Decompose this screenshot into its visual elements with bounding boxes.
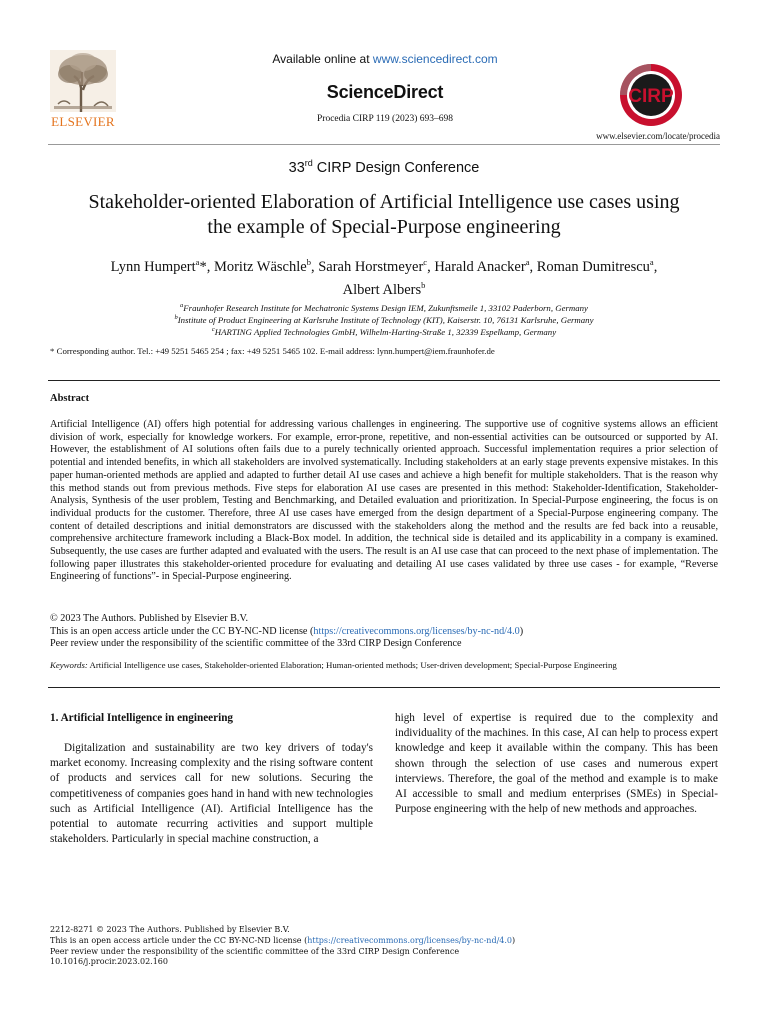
cirp-logo-icon: [609, 62, 693, 128]
corresponding-mark: *: [199, 258, 207, 275]
author-list: [48, 253, 720, 299]
affiliation-key: c: [211, 326, 215, 333]
affiliation-c: [48, 324, 720, 338]
elsevier-logo: [44, 50, 122, 130]
footer-license-link[interactable]: https://creativecommons.org/licenses/by-nc-nd/4.0: [307, 935, 512, 945]
elsevier-tree-icon: [50, 50, 116, 112]
paper-title-line-1: Stakeholder-oriented Elaboration of Artificial Intelligence use cases using: [88, 191, 680, 213]
license-block: [50, 613, 718, 651]
copyright-line: © 2023 The Authors. Published by Elsevier B.V.: [50, 613, 249, 624]
footer-peer-review-line: Peer review under the responsibility of the scientific committee of the 33rd CIRP Design Conference: [50, 946, 460, 956]
abstract-body: Artificial Intelligence (AI) offers high potential for addressing various challenges in engineering. The supportive use of cognitive systems allows an efficient division of work, especially for knowledge workers. For example, error-prone, repetitive, and non-essential activities can be outsourced or supported by AI. However, the establishment of AI solutions often fails due to a purely technically oriented approach. Successful implementation requires a prior selection of potential and intended benefits, in which all stakeholders are involved systematically. Including stakeholders at an early stage prevents expensive mistakes. In this paper human-oriented methods are applied and adapted to further detail AI use cases and achieve a high benefit for multiple stakeholders. That is the reason why this method stands out from previous methods. Five steps for elaboration AI use cases are presented in this method: Stakeholder-Identification, Stakeholder-Analysis, Synthesis of the user problem, Testing and Benchmarking, and Detailed evaluation and prioritization. In Special-Purpose engineering, the focus is on individual products for the customer. Therefore, three AI use cases have emerged from the design department of a Special-Purpose engineering company. The content of detailed descriptions and initial demonstrators are discussed with the stakeholders along the method and the results are fed back into a reusable, comprehensive architecture framework including a Black-Box model. In addition, the technical side is detailed and its applicability in a company is examined. Subsequently, the use cases are further adapted and evaluated with the users. The result is an AI use case that can proceed to the next phase of implementation. The following paper illustrates this stakeholder-oriented procedure for evaluating and detailing AI use cases validated by three use cases - for example, “Reverse Engineering of functions”- in Special-Purpose engineering.: [50, 419, 718, 583]
author-separator: ,: [206, 258, 214, 275]
author-line-1: [48, 253, 720, 276]
sciencedirect-title: ScienceDirect: [326, 82, 444, 102]
footer-issn-line: 2212-8271 © 2023 The Authors. Published by Elsevier B.V.: [50, 925, 290, 934]
body-column-right: high level of expertise is required due to the complexity and individuality of the machines. In this case, AI can help to process expert knowledge and keep it available within the company. This has been shown through the selection of use cases and numerous expert interviews. Therefore, the goal of the method and example is to make AI accessible to small and medium enterprises (SMEs) in Special-Purpose engineering with the help of new methods and approaches.: [395, 712, 718, 816]
author-name: Roman Dumitrescu: [536, 258, 650, 275]
license-suffix: ): [519, 625, 524, 637]
conference-title: CIRP Design Conference: [312, 159, 480, 176]
abstract-top-divider: [48, 380, 720, 381]
available-online-label: Available online at: [272, 52, 373, 66]
page-footer: [50, 925, 720, 968]
corresponding-author-note: * Corresponding author. Tel.: +49 5251 5465 254 ; fax: +49 5251 5465 102. E-mail address: lynn.humpert@iem.fraunhofer.de: [50, 346, 495, 356]
paper-title-line-2: the example of Special-Purpose engineering: [207, 216, 561, 238]
author-affiliation-mark: a: [195, 257, 200, 267]
author-name: Albert Albers: [342, 281, 422, 298]
affiliation-text: Fraunhofer Research Institute for Mechatronic Systems Design IEM, Zukunftsmeile 1, 33102 Paderborn, Germany: [183, 302, 588, 313]
author-affiliation-mark: b: [306, 257, 311, 267]
author-affiliation-mark: a: [525, 257, 530, 267]
cirp-logo-text: CIRP: [628, 86, 674, 107]
procedia-url[interactable]: www.elsevier.com/locate/procedia: [596, 131, 720, 141]
abstract-heading: Abstract: [50, 393, 90, 404]
header-divider: [48, 144, 720, 145]
conference-name: [48, 158, 720, 176]
license-link[interactable]: https://creativecommons.org/licenses/by-nc-nd/4.0: [313, 625, 520, 637]
sciencedirect-link[interactable]: www.sciencedirect.com: [372, 52, 498, 66]
author-separator: ,: [653, 258, 658, 275]
conference-number: 33: [288, 159, 305, 176]
section-heading: 1. Artificial Intelligence in engineering: [50, 712, 234, 724]
footer-license-prefix: This is an open access article under the CC BY-NC-ND license (: [50, 935, 308, 945]
author-name: Sarah Horstmeyer: [318, 258, 424, 275]
conference-ordinal-suffix: rd: [304, 158, 313, 168]
affiliation-text: Institute of Product Engineering at Karlsruhe Institute of Technology (KIT), Kaiserstr. 10, 76131 Karlsruhe, Germany: [177, 314, 594, 325]
available-online-line: [230, 52, 540, 66]
journal-reference: Procedia CIRP 119 (2023) 693–698: [317, 114, 453, 124]
keywords-line: [50, 660, 718, 670]
affiliation-key: b: [174, 314, 178, 321]
author-name: Harald Anacker: [434, 258, 526, 275]
paper-title: [48, 190, 720, 240]
author-name: Moritz Wäschle: [213, 258, 307, 275]
author-affiliation-mark: b: [421, 279, 426, 290]
footer-doi[interactable]: 10.1016/j.procir.2023.02.160: [50, 957, 168, 967]
author-name: Lynn Humpert: [110, 258, 196, 275]
footer-license-line: [50, 936, 720, 947]
elsevier-wordmark: ELSEVIER: [51, 114, 115, 129]
affiliation-key: a: [180, 302, 184, 309]
peer-review-line: Peer review under the responsibility of the scientific committee of the 33rd CIRP Design Conference: [50, 638, 462, 649]
author-line-2: [48, 276, 720, 299]
affiliation-text: HARTING Applied Technologies GmbH, Wilhelm-Harting-Straße 1, 32339 Espelkamp, Germany: [214, 326, 557, 337]
author-affiliation-mark: c: [423, 257, 428, 267]
keywords-label: Keywords:: [50, 660, 88, 670]
author-separator: ,: [427, 258, 435, 275]
license-prefix: This is an open access article under the CC BY-NC-ND license (: [50, 625, 314, 637]
author-separator: ,: [529, 258, 537, 275]
license-line: [50, 626, 718, 639]
body-column-left: Digitalization and sustainability are two key drivers of today's market economy. Increasing complexity and the rising software content of products and services call for new solutions. Securing the competitiveness of companies goes hand in hand with new technologies such as Artificial Intelligence (AI). Artificial Intelligence has the potential to automate recurring activities and support multiple stakeholders. Particularly in special machine construction, a: [50, 742, 373, 846]
abstract-bottom-divider: [48, 687, 720, 688]
author-affiliation-mark: a: [649, 257, 654, 267]
footer-license-suffix: ): [512, 935, 516, 945]
keywords-text: Artificial Intelligence use cases, Stakeholder-oriented Elaboration; Human-oriented methods; User-driven development; Special-Purpose Engineering: [87, 660, 617, 670]
author-separator: ,: [310, 258, 319, 275]
